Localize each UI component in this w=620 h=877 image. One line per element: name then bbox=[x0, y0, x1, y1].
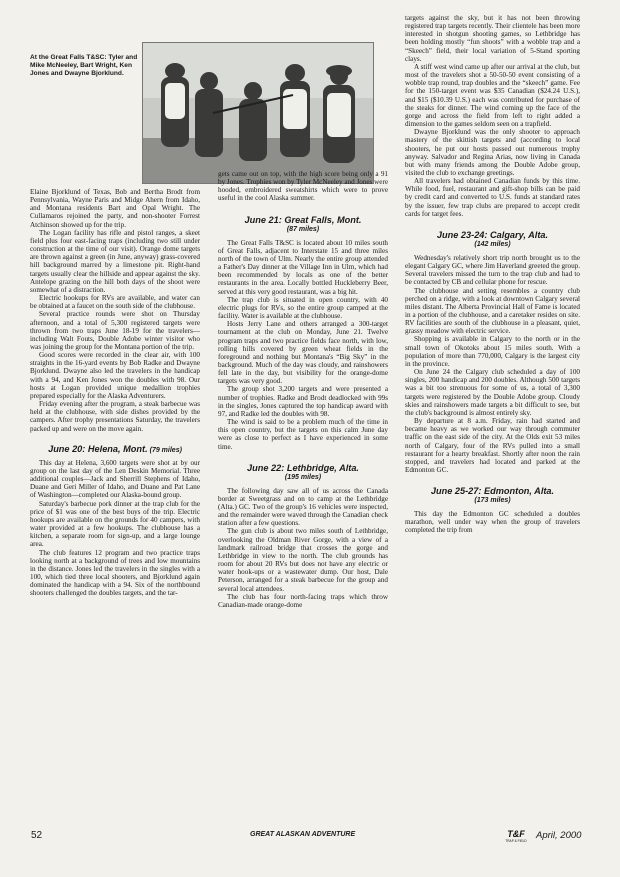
section-heading-helena bbox=[30, 445, 200, 455]
paragraph: This day at Helena, 3,600 targets were shot at by our group on the last day of the Len Deskin Memorial. Three additional couples—Jack and Sherrill Stephens of Idaho, Duane and Geri Miller of Idaho, and Duane and Pat Lane of Washington—completed our Alaska-bound group. bbox=[30, 458, 200, 500]
paragraph: Dwayne Bjorklund was the only shooter to approach mastery of the skittish targets and (according to local shooters, he put our hosts passed out numerous trophy anyway. Salvador and Regina Arias, now living in Canada but with many friends among the Double Adobe group, visited the club to exchange greetings. bbox=[405, 128, 580, 177]
trap-and-field-logo bbox=[503, 829, 529, 843]
paragraph: Shopping is available in Calgary to the north or in the small town of Okotoks about 15 miles south. With a population of more than 770,000, Calgary is the largest city in the province. bbox=[405, 335, 580, 368]
column-2 bbox=[218, 170, 388, 609]
paragraph: The trap club is situated in open country, with 40 electric plugs for RVs, so the entire group camped at the facility. Water is available at the clubhouse. bbox=[218, 295, 388, 321]
heading-title: June 23-24: Calgary, Alta. bbox=[436, 229, 549, 240]
issue-date: April, 2000 bbox=[536, 830, 582, 841]
heading-miles: (87 miles) bbox=[286, 225, 320, 233]
section-heading-great-falls bbox=[218, 215, 388, 234]
logo-subtext: TRAP & FIELD bbox=[505, 839, 527, 843]
paragraph: Several practice rounds were shot on Thursday afternoon, and a total of 5,300 registered targets were thrown from two traps June 18-19 for the travelers—including Walt Fouts, Double Adobe winter visitor who was joining the group for the Montana portion of the trip. bbox=[30, 310, 200, 351]
paragraph: All travelers had obtained Canadian funds by this time. While food, fuel, restaurant and gift-shop bills can be paid by credit card and converted to U.S. funds at standard rates by the issuer, few trap clubs are prepared to accept credit cards for target fees. bbox=[405, 177, 580, 218]
paragraph: A stiff west wind came up after our arrival at the club, but most of the travelers shot a 50-50-50 event consisting of a wobble trap round, trap doubles and the “skeech” game. Fee for the 150-target event was $35 Canadian ($24.24 U.S.), and $15 ($10.39 U.S.) each was contributed for purchase of the steaks for dinner. The wind coming up the face of the gorge and across the field from left to right added a dimension to the games seldom seen on a trapfield. bbox=[405, 62, 580, 129]
column-3 bbox=[405, 14, 580, 535]
paragraph: Elaine Bjorklund of Texas, Bob and Bertha Brodt from Pennsylvania, Wayne Paris and Midge Ahern from Idaho, and Montana residents Bart and Opal Wright. The Cullamaros rejoined the party, and non-shooter Forrest Atchinson showed up for the trip. bbox=[30, 188, 200, 229]
paragraph: The group shot 3,200 targets and were presented a number of trophies. Radke and Brodt deadlocked with 99s in the singles, Jones captured the top handicap award with 97, and Radke led the doubles with 98. bbox=[218, 385, 388, 418]
logo-text: T&F bbox=[507, 829, 525, 839]
heading-title: June 25-27: Edmonton, Alta. bbox=[430, 486, 555, 497]
heading-miles: (195 miles) bbox=[284, 473, 322, 481]
page-number: 52 bbox=[31, 830, 43, 841]
paragraph: The Great Falls T&SC is located about 10 miles south of Great Falls, adjacent to Interstate 15 and three miles north of the town of Ulm. Nearly the entire group attended a Father's Day dinner at the Village Inn in Ulm, which had been recommended by locals as one of the better restaurants in the area. Locally bottled Huckleberry Beer, served at this very good restaurant, was a big hit. bbox=[218, 238, 388, 296]
section-heading-edmonton bbox=[405, 486, 580, 505]
paragraph: The club has four north-facing traps which throw Canadian-made orange-dome bbox=[218, 592, 388, 609]
section-heading-lethbridge bbox=[218, 463, 388, 482]
paragraph: This day the Edmonton GC scheduled a doubles marathon, well under way when the group of travelers completed the trip from bbox=[405, 510, 580, 535]
column-1 bbox=[30, 188, 200, 598]
paragraph: Hosts Jerry Lane and others arranged a 300-target tournament at the club on Monday, June 21. Twelve program traps and two practice fields face north, with low, rolling hills covered by green wheat fields in the foreground and nothing but Montana's “Big Sky” in the background. Much of the day was cloudy, and rainshowers fell late in the day, but visibility for the orange-dome targets was very good. bbox=[218, 320, 388, 386]
paragraph: The clubhouse and setting resembles a country club perched on a ridge, with a look at downtown Calgary several miles distant. The Alberta Provincial Hall of Fame is located in a portion of the clubhouse, and a caretaker resides on site. RV facilities are south of the clubhouse in a pleasant, quiet, grassy meadow with electric service. bbox=[405, 286, 580, 336]
paragraph: gets came out on top, with the high score being only a 91 by Jones. Trophies won by Tyler McNeeley and Jones were hooded, embroidered sweatshirts which were to prove useful in the cool Alaska summer. bbox=[218, 170, 388, 203]
magazine-title: GREAT ALASKAN ADVENTURE bbox=[250, 831, 356, 838]
paragraph: Good scores were recorded in the clear air, with 100 straights in the 16-yard events by Bob Radke and Dwayne Bjorklund. Dwayne also led the travelers in the handicap with a 94, and Ken Jones won the doubles with 98. Our hosts at Logan provided unique medallion trophies prepared especially for the Alaska Adventurers. bbox=[30, 351, 200, 400]
paragraph: Friday evening after the program, a steak barbecue was held at the clubhouse, with side dishes provided by the campers. After trophy presentations Saturday, the travelers packed up and were on the move again. bbox=[30, 400, 200, 433]
paragraph: The Logan facility has rifle and pistol ranges, a skeet field plus four east-facing traps (including two still under construction at the time of our visit). Orange dome targets are thrown against a green (in June, anyway) grass-covered hill background marred by a limestone pit. Right-hand targets usually clear the hillside and appear against the sky. Antelope grazing on the hill both days of the shoot were somewhat of a distraction. bbox=[30, 228, 200, 294]
heading-title: June 21: Great Falls, Mont. bbox=[244, 214, 362, 225]
heading-title: June 22: Lethbridge, Alta. bbox=[247, 462, 359, 473]
group-photo bbox=[142, 42, 374, 184]
heading-miles: (173 miles) bbox=[474, 497, 511, 505]
paragraph: The wind is said to be a problem much of the time in this open country, but the targets on this calm June day were as close to perfect as I have experienced in some time. bbox=[218, 418, 388, 451]
paragraph: Electric hookups for RVs are available, and water can be obtained at a faucet on the south side of the clubhouse. bbox=[30, 294, 200, 311]
heading-title: June 20: Helena, Mont. bbox=[48, 443, 148, 454]
paragraph: The club features 12 program and two practice traps looking north at a background of trees and low mountains in the distance. Jones led the travelers in the singles with a 100, which tied three local shooters, and Bjorklund again dominated the handicap with a 94. Six of the northbound shooters challenged the doubles targets, and the tar- bbox=[30, 548, 200, 598]
photo-caption: At the Great Falls T&SC: Tyler and Mike McNeeley, Bart Wright, Ken Jones and Dwayne Bjorklund. bbox=[30, 54, 138, 78]
heading-miles: (79 miles) bbox=[149, 446, 182, 454]
paragraph: Saturday's barbecue pork dinner at the trap club for the price of $1 was one of the best buys of the trip. Electric hookups are available on the grounds for 40 campers, with water provided at a few hookups. The clubhouse has a kitchen, a separate room for sign-up, and a large lounge area. bbox=[30, 499, 200, 549]
heading-miles: (142 miles) bbox=[474, 240, 511, 248]
paragraph: By departure at 8 a.m. Friday, rain had started and became heavy as we worked our way through commuter traffic on the east side of the city. At the Olds exit 53 miles north of Calgary, four of the RVs pulled into a small restaurant for a hearty breakfast. Shortly after noon the rain stopped, and travelers had located and parked at the Edmonton GC. bbox=[405, 417, 580, 474]
paragraph: Wednesday's relatively short trip north brought us to the elegant Calgary GC, where Jim Haverland greeted the group. Several travelers missed the turn to the trap club and had to be contacted by CB and cellular phone for rescue. bbox=[405, 253, 580, 287]
paragraph: targets against the sky, but it has not been throwing registered trap targets recently. Their clientele has been more interested in shotgun shooting games, so Lethbridge has been holding mostly “fun shoots” with a wobble trap and a “Skeech” field, their local variation of 5-Stand sporting clays. bbox=[405, 14, 580, 63]
paragraph: The gun club is about two miles south of Lethbridge, overlooking the Oldman River Gorge, with a view of a landmark railroad bridge that crosses the gorge and Lethbridge in view to the north. The club grounds has room for about 20 RVs but does not have any electric or water hook-ups or a wastewater dump. Our host, Dale Peterson, arranged for a steak barbecue for the group and several local attendees. bbox=[218, 527, 388, 593]
paragraph: The following day saw all of us across the Canada border at Sweetgrass and on to camp at the Lethbridge (Alta.) GC. Two of the group's 16 vehicles were inspected, and the remainder were waved through the Canadian check station after a few questions. bbox=[218, 486, 388, 528]
paragraph: On June 24 the Calgary club scheduled a day of 100 singles, 200 handicap and 200 doubles. Although 500 targets was a bit too strenuous for some of us, a total of 3,300 targets were registered by the Double Adobe group. Cloudy skies and rainshowers made targets a bit difficult to see, but the club's background is almost entirely sky. bbox=[405, 368, 580, 417]
section-heading-calgary bbox=[405, 230, 580, 249]
